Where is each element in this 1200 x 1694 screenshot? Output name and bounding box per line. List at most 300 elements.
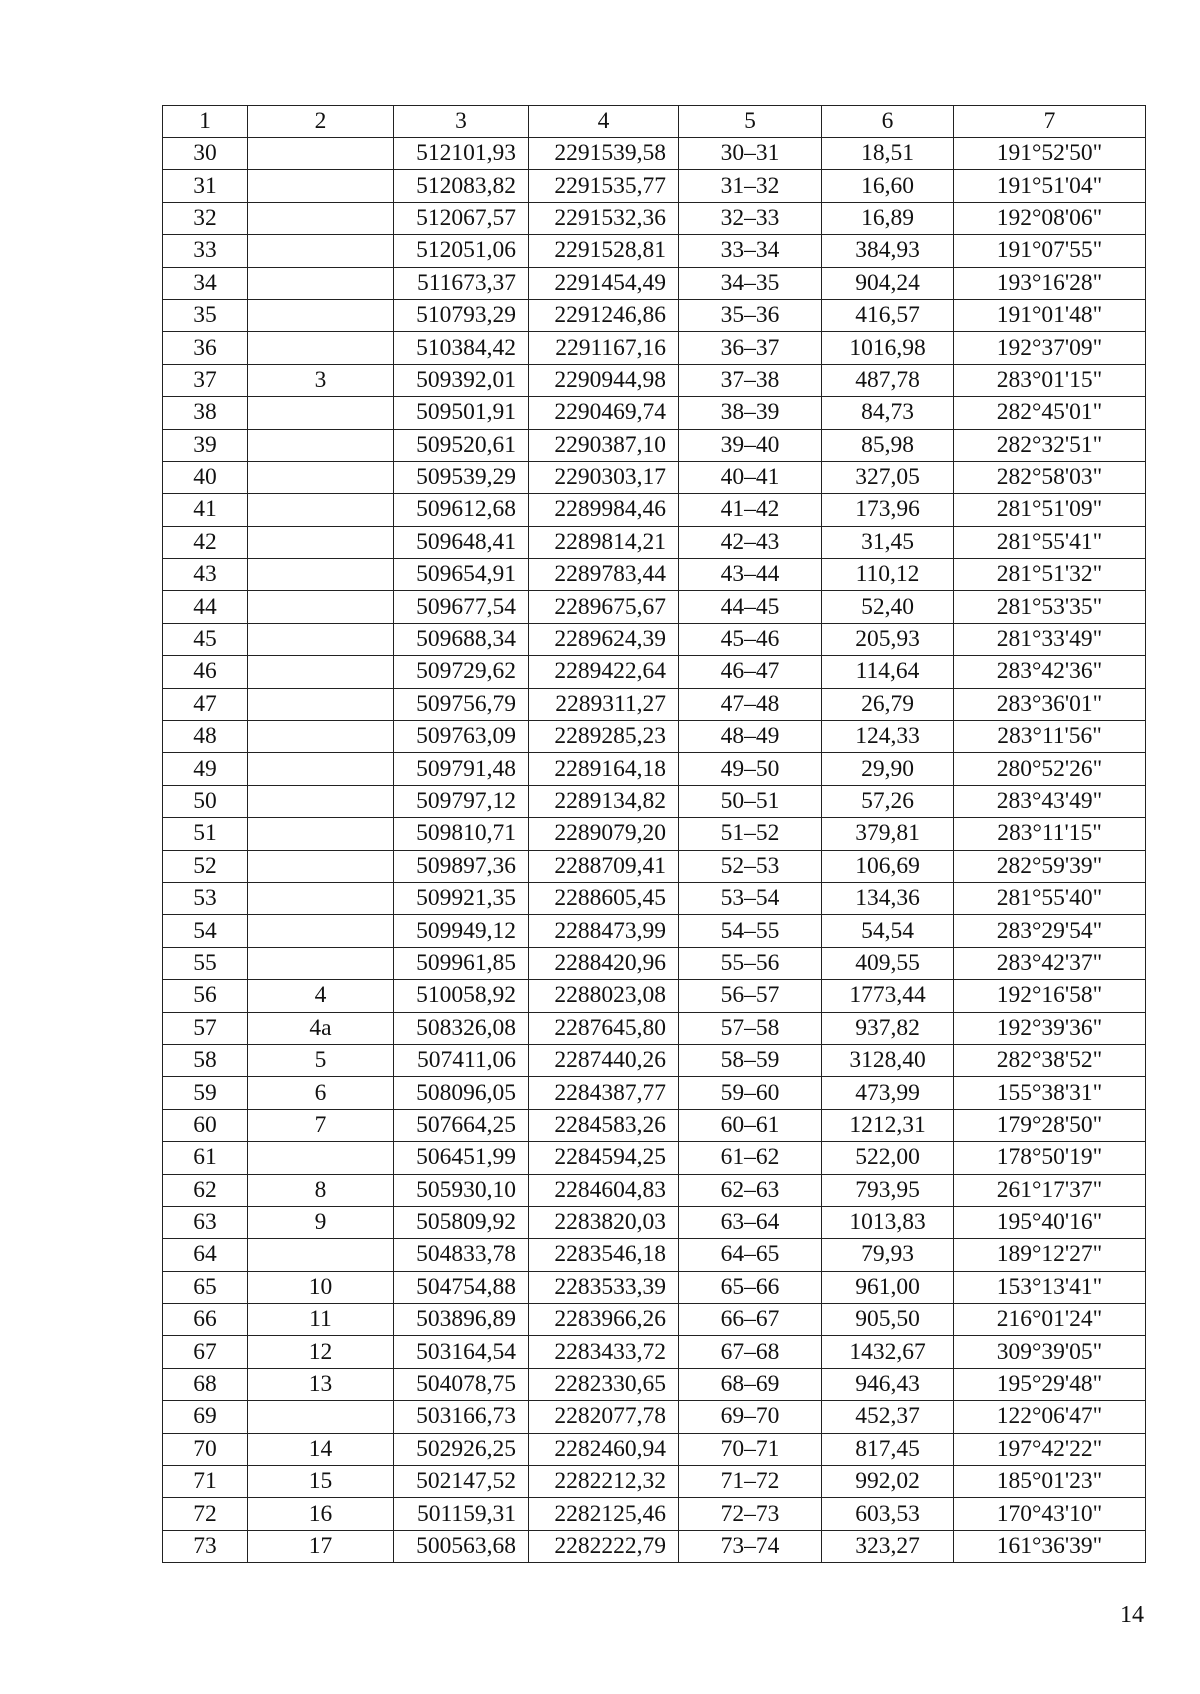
segment-cell: 67–68 — [679, 1336, 822, 1368]
x-coordinate-cell: 509897,36 — [394, 850, 529, 882]
segment-cell: 71–72 — [679, 1466, 822, 1498]
x-coordinate-cell: 509810,71 — [394, 818, 529, 850]
reference-number-cell — [248, 202, 394, 234]
y-coordinate-cell: 2288023,08 — [529, 980, 679, 1012]
point-number-cell: 40 — [163, 461, 248, 493]
direction-angle-cell: 189°12'27" — [954, 1239, 1146, 1271]
reference-number-cell: 4a — [248, 1012, 394, 1044]
x-coordinate-cell: 509654,91 — [394, 559, 529, 591]
y-coordinate-cell: 2283966,26 — [529, 1304, 679, 1336]
x-coordinate-cell: 509791,48 — [394, 753, 529, 785]
segment-cell: 73–74 — [679, 1530, 822, 1562]
direction-angle-cell: 216°01'24" — [954, 1304, 1146, 1336]
direction-angle-cell: 195°29'48" — [954, 1368, 1146, 1400]
x-coordinate-cell: 501159,31 — [394, 1498, 529, 1530]
x-coordinate-cell: 510058,92 — [394, 980, 529, 1012]
y-coordinate-cell: 2289285,23 — [529, 721, 679, 753]
x-coordinate-cell: 509797,12 — [394, 785, 529, 817]
length-cell: 817,45 — [822, 1433, 954, 1465]
point-number-cell: 59 — [163, 1077, 248, 1109]
x-coordinate-cell: 503896,89 — [394, 1304, 529, 1336]
segment-cell: 62–63 — [679, 1174, 822, 1206]
y-coordinate-cell: 2291528,81 — [529, 235, 679, 267]
segment-cell: 66–67 — [679, 1304, 822, 1336]
point-number-cell: 34 — [163, 267, 248, 299]
table-row — [163, 850, 1146, 882]
reference-number-cell: 10 — [248, 1271, 394, 1303]
length-cell: 452,37 — [822, 1401, 954, 1433]
point-number-cell: 42 — [163, 526, 248, 558]
y-coordinate-cell: 2289675,67 — [529, 591, 679, 623]
reference-number-cell: 12 — [248, 1336, 394, 1368]
table-row — [163, 1304, 1146, 1336]
reference-number-cell: 17 — [248, 1530, 394, 1562]
x-coordinate-cell: 512051,06 — [394, 235, 529, 267]
y-coordinate-cell: 2288605,45 — [529, 882, 679, 914]
segment-cell: 37–38 — [679, 364, 822, 396]
segment-cell: 46–47 — [679, 656, 822, 688]
point-number-cell: 58 — [163, 1044, 248, 1076]
x-coordinate-cell: 507664,25 — [394, 1109, 529, 1141]
x-coordinate-cell: 509539,29 — [394, 461, 529, 493]
length-cell: 18,51 — [822, 138, 954, 170]
reference-number-cell — [248, 299, 394, 331]
direction-angle-cell: 283°29'54" — [954, 915, 1146, 947]
y-coordinate-cell: 2287645,80 — [529, 1012, 679, 1044]
reference-number-cell — [248, 947, 394, 979]
direction-angle-cell: 281°51'32" — [954, 559, 1146, 591]
direction-angle-cell: 122°06'47" — [954, 1401, 1146, 1433]
point-number-cell: 65 — [163, 1271, 248, 1303]
y-coordinate-cell: 2283533,39 — [529, 1271, 679, 1303]
table-row — [163, 1368, 1146, 1400]
point-number-cell: 47 — [163, 688, 248, 720]
x-coordinate-cell: 509501,91 — [394, 397, 529, 429]
x-coordinate-cell: 503164,54 — [394, 1336, 529, 1368]
point-number-cell: 70 — [163, 1433, 248, 1465]
reference-number-cell: 16 — [248, 1498, 394, 1530]
table-row — [163, 1012, 1146, 1044]
reference-number-cell: 8 — [248, 1174, 394, 1206]
table-header-row — [163, 106, 1146, 138]
reference-number-cell — [248, 785, 394, 817]
length-cell: 29,90 — [822, 753, 954, 785]
table-row — [163, 1401, 1146, 1433]
length-cell: 384,93 — [822, 235, 954, 267]
reference-number-cell — [248, 915, 394, 947]
table-row — [163, 429, 1146, 461]
y-coordinate-cell: 2282460,94 — [529, 1433, 679, 1465]
segment-cell: 33–34 — [679, 235, 822, 267]
reference-number-cell — [248, 170, 394, 202]
direction-angle-cell: 193°16'28" — [954, 267, 1146, 299]
point-number-cell: 49 — [163, 753, 248, 785]
length-cell: 134,36 — [822, 882, 954, 914]
direction-angle-cell: 153°13'41" — [954, 1271, 1146, 1303]
point-number-cell: 37 — [163, 364, 248, 396]
point-number-cell: 30 — [163, 138, 248, 170]
segment-cell: 32–33 — [679, 202, 822, 234]
length-cell: 793,95 — [822, 1174, 954, 1206]
reference-number-cell — [248, 138, 394, 170]
reference-number-cell — [248, 688, 394, 720]
point-number-cell: 51 — [163, 818, 248, 850]
length-cell: 1013,83 — [822, 1206, 954, 1238]
x-coordinate-cell: 510384,42 — [394, 332, 529, 364]
y-coordinate-cell: 2288473,99 — [529, 915, 679, 947]
y-coordinate-cell: 2289422,64 — [529, 656, 679, 688]
point-number-cell: 36 — [163, 332, 248, 364]
direction-angle-cell: 309°39'05" — [954, 1336, 1146, 1368]
x-coordinate-cell: 509763,09 — [394, 721, 529, 753]
reference-number-cell — [248, 461, 394, 493]
y-coordinate-cell: 2290303,17 — [529, 461, 679, 493]
y-coordinate-cell: 2290387,10 — [529, 429, 679, 461]
table-row — [163, 494, 1146, 526]
table-row — [163, 299, 1146, 331]
x-coordinate-cell: 505930,10 — [394, 1174, 529, 1206]
segment-cell: 49–50 — [679, 753, 822, 785]
direction-angle-cell: 192°37'09" — [954, 332, 1146, 364]
x-coordinate-cell: 500563,68 — [394, 1530, 529, 1562]
reference-number-cell — [248, 1239, 394, 1271]
direction-angle-cell: 282°45'01" — [954, 397, 1146, 429]
length-cell: 79,93 — [822, 1239, 954, 1271]
point-number-cell: 73 — [163, 1530, 248, 1562]
reference-number-cell: 3 — [248, 364, 394, 396]
point-number-cell: 55 — [163, 947, 248, 979]
length-cell: 487,78 — [822, 364, 954, 396]
segment-cell: 43–44 — [679, 559, 822, 591]
segment-cell: 59–60 — [679, 1077, 822, 1109]
direction-angle-cell: 283°36'01" — [954, 688, 1146, 720]
table-row — [163, 1433, 1146, 1465]
column-header: 4 — [529, 106, 679, 138]
y-coordinate-cell: 2291246,86 — [529, 299, 679, 331]
direction-angle-cell: 261°17'37" — [954, 1174, 1146, 1206]
direction-angle-cell: 191°51'04" — [954, 170, 1146, 202]
length-cell: 961,00 — [822, 1271, 954, 1303]
table-row — [163, 202, 1146, 234]
y-coordinate-cell: 2291539,58 — [529, 138, 679, 170]
point-number-cell: 61 — [163, 1142, 248, 1174]
segment-cell: 54–55 — [679, 915, 822, 947]
length-cell: 124,33 — [822, 721, 954, 753]
length-cell: 522,00 — [822, 1142, 954, 1174]
length-cell: 16,89 — [822, 202, 954, 234]
x-coordinate-cell: 509756,79 — [394, 688, 529, 720]
point-number-cell: 69 — [163, 1401, 248, 1433]
segment-cell: 44–45 — [679, 591, 822, 623]
segment-cell: 47–48 — [679, 688, 822, 720]
reference-number-cell — [248, 429, 394, 461]
length-cell: 52,40 — [822, 591, 954, 623]
direction-angle-cell: 161°36'39" — [954, 1530, 1146, 1562]
x-coordinate-cell: 509729,62 — [394, 656, 529, 688]
direction-angle-cell: 280°52'26" — [954, 753, 1146, 785]
segment-cell: 31–32 — [679, 170, 822, 202]
segment-cell: 57–58 — [679, 1012, 822, 1044]
segment-cell: 42–43 — [679, 526, 822, 558]
x-coordinate-cell: 509648,41 — [394, 526, 529, 558]
segment-cell: 39–40 — [679, 429, 822, 461]
table-row — [163, 1174, 1146, 1206]
x-coordinate-cell: 503166,73 — [394, 1401, 529, 1433]
direction-angle-cell: 192°16'58" — [954, 980, 1146, 1012]
segment-cell: 48–49 — [679, 721, 822, 753]
segment-cell: 65–66 — [679, 1271, 822, 1303]
column-header: 5 — [679, 106, 822, 138]
reference-number-cell — [248, 494, 394, 526]
direction-angle-cell: 283°42'36" — [954, 656, 1146, 688]
point-number-cell: 54 — [163, 915, 248, 947]
table-row — [163, 785, 1146, 817]
segment-cell: 72–73 — [679, 1498, 822, 1530]
table-row — [163, 235, 1146, 267]
column-header: 7 — [954, 106, 1146, 138]
reference-number-cell: 14 — [248, 1433, 394, 1465]
segment-cell: 63–64 — [679, 1206, 822, 1238]
length-cell: 992,02 — [822, 1466, 954, 1498]
length-cell: 1773,44 — [822, 980, 954, 1012]
direction-angle-cell: 191°07'55" — [954, 235, 1146, 267]
y-coordinate-cell: 2291532,36 — [529, 202, 679, 234]
y-coordinate-cell: 2289311,27 — [529, 688, 679, 720]
reference-number-cell — [248, 656, 394, 688]
segment-cell: 56–57 — [679, 980, 822, 1012]
direction-angle-cell: 192°08'06" — [954, 202, 1146, 234]
x-coordinate-cell: 508096,05 — [394, 1077, 529, 1109]
reference-number-cell — [248, 559, 394, 591]
length-cell: 26,79 — [822, 688, 954, 720]
y-coordinate-cell: 2289814,21 — [529, 526, 679, 558]
length-cell: 1016,98 — [822, 332, 954, 364]
direction-angle-cell: 282°58'03" — [954, 461, 1146, 493]
reference-number-cell — [248, 721, 394, 753]
segment-cell: 69–70 — [679, 1401, 822, 1433]
segment-cell: 50–51 — [679, 785, 822, 817]
direction-angle-cell: 192°39'36" — [954, 1012, 1146, 1044]
y-coordinate-cell: 2282222,79 — [529, 1530, 679, 1562]
point-number-cell: 31 — [163, 170, 248, 202]
length-cell: 1432,67 — [822, 1336, 954, 1368]
point-number-cell: 60 — [163, 1109, 248, 1141]
reference-number-cell — [248, 818, 394, 850]
segment-cell: 35–36 — [679, 299, 822, 331]
reference-number-cell: 4 — [248, 980, 394, 1012]
direction-angle-cell: 283°42'37" — [954, 947, 1146, 979]
length-cell: 173,96 — [822, 494, 954, 526]
table-row — [163, 1239, 1146, 1271]
table-body — [163, 138, 1146, 1563]
point-number-cell: 41 — [163, 494, 248, 526]
table-row — [163, 1206, 1146, 1238]
table-row — [163, 170, 1146, 202]
y-coordinate-cell: 2289984,46 — [529, 494, 679, 526]
reference-number-cell — [248, 235, 394, 267]
length-cell: 54,54 — [822, 915, 954, 947]
length-cell: 84,73 — [822, 397, 954, 429]
point-number-cell: 62 — [163, 1174, 248, 1206]
table-row — [163, 656, 1146, 688]
table-row — [163, 461, 1146, 493]
reference-number-cell: 15 — [248, 1466, 394, 1498]
y-coordinate-cell: 2284604,83 — [529, 1174, 679, 1206]
table-row — [163, 1498, 1146, 1530]
table-row — [163, 947, 1146, 979]
x-coordinate-cell: 504078,75 — [394, 1368, 529, 1400]
y-coordinate-cell: 2288709,41 — [529, 850, 679, 882]
point-number-cell: 39 — [163, 429, 248, 461]
reference-number-cell — [248, 591, 394, 623]
table-row — [163, 526, 1146, 558]
point-number-cell: 50 — [163, 785, 248, 817]
length-cell: 905,50 — [822, 1304, 954, 1336]
x-coordinate-cell: 509949,12 — [394, 915, 529, 947]
segment-cell: 52–53 — [679, 850, 822, 882]
x-coordinate-cell: 509520,61 — [394, 429, 529, 461]
length-cell: 327,05 — [822, 461, 954, 493]
point-number-cell: 68 — [163, 1368, 248, 1400]
table-row — [163, 1466, 1146, 1498]
point-number-cell: 53 — [163, 882, 248, 914]
x-coordinate-cell: 508326,08 — [394, 1012, 529, 1044]
table-row — [163, 1336, 1146, 1368]
segment-cell: 60–61 — [679, 1109, 822, 1141]
direction-angle-cell: 281°55'40" — [954, 882, 1146, 914]
page-number: 14 — [1120, 1602, 1144, 1628]
segment-cell: 70–71 — [679, 1433, 822, 1465]
table-row — [163, 559, 1146, 591]
table-row — [163, 1271, 1146, 1303]
y-coordinate-cell: 2283433,72 — [529, 1336, 679, 1368]
y-coordinate-cell: 2284594,25 — [529, 1142, 679, 1174]
reference-number-cell — [248, 623, 394, 655]
segment-cell: 30–31 — [679, 138, 822, 170]
direction-angle-cell: 179°28'50" — [954, 1109, 1146, 1141]
length-cell: 409,55 — [822, 947, 954, 979]
x-coordinate-cell: 509688,34 — [394, 623, 529, 655]
table-row — [163, 1077, 1146, 1109]
x-coordinate-cell: 511673,37 — [394, 267, 529, 299]
y-coordinate-cell: 2282077,78 — [529, 1401, 679, 1433]
x-coordinate-cell: 510793,29 — [394, 299, 529, 331]
direction-angle-cell: 281°51'09" — [954, 494, 1146, 526]
reference-number-cell — [248, 526, 394, 558]
y-coordinate-cell: 2287440,26 — [529, 1044, 679, 1076]
direction-angle-cell: 155°38'31" — [954, 1077, 1146, 1109]
segment-cell: 40–41 — [679, 461, 822, 493]
table-row — [163, 1044, 1146, 1076]
x-coordinate-cell: 512101,93 — [394, 138, 529, 170]
length-cell: 416,57 — [822, 299, 954, 331]
x-coordinate-cell: 502147,52 — [394, 1466, 529, 1498]
x-coordinate-cell: 504754,88 — [394, 1271, 529, 1303]
direction-angle-cell: 197°42'22" — [954, 1433, 1146, 1465]
point-number-cell: 52 — [163, 850, 248, 882]
x-coordinate-cell: 504833,78 — [394, 1239, 529, 1271]
length-cell: 110,12 — [822, 559, 954, 591]
table-row — [163, 623, 1146, 655]
length-cell: 16,60 — [822, 170, 954, 202]
y-coordinate-cell: 2289079,20 — [529, 818, 679, 850]
reference-number-cell — [248, 850, 394, 882]
direction-angle-cell: 281°33'49" — [954, 623, 1146, 655]
point-number-cell: 63 — [163, 1206, 248, 1238]
length-cell: 106,69 — [822, 850, 954, 882]
table-row — [163, 267, 1146, 299]
coordinates-table — [162, 105, 1146, 1563]
reference-number-cell: 7 — [248, 1109, 394, 1141]
x-coordinate-cell: 509921,35 — [394, 882, 529, 914]
point-number-cell: 64 — [163, 1239, 248, 1271]
length-cell: 85,98 — [822, 429, 954, 461]
x-coordinate-cell: 512083,82 — [394, 170, 529, 202]
y-coordinate-cell: 2289624,39 — [529, 623, 679, 655]
table-row — [163, 1142, 1146, 1174]
table-row — [163, 1109, 1146, 1141]
point-number-cell: 72 — [163, 1498, 248, 1530]
length-cell: 205,93 — [822, 623, 954, 655]
length-cell: 904,24 — [822, 267, 954, 299]
point-number-cell: 71 — [163, 1466, 248, 1498]
length-cell: 57,26 — [822, 785, 954, 817]
direction-angle-cell: 185°01'23" — [954, 1466, 1146, 1498]
reference-number-cell: 5 — [248, 1044, 394, 1076]
table-row — [163, 397, 1146, 429]
x-coordinate-cell: 509961,85 — [394, 947, 529, 979]
table-row — [163, 915, 1146, 947]
point-number-cell: 45 — [163, 623, 248, 655]
y-coordinate-cell: 2290944,98 — [529, 364, 679, 396]
direction-angle-cell: 283°11'56" — [954, 721, 1146, 753]
length-cell: 379,81 — [822, 818, 954, 850]
direction-angle-cell: 282°38'52" — [954, 1044, 1146, 1076]
length-cell: 3128,40 — [822, 1044, 954, 1076]
x-coordinate-cell: 509392,01 — [394, 364, 529, 396]
table-row — [163, 753, 1146, 785]
segment-cell: 64–65 — [679, 1239, 822, 1271]
y-coordinate-cell: 2283546,18 — [529, 1239, 679, 1271]
direction-angle-cell: 170°43'10" — [954, 1498, 1146, 1530]
segment-cell: 36–37 — [679, 332, 822, 364]
y-coordinate-cell: 2282125,46 — [529, 1498, 679, 1530]
y-coordinate-cell: 2288420,96 — [529, 947, 679, 979]
length-cell: 114,64 — [822, 656, 954, 688]
column-header: 6 — [822, 106, 954, 138]
direction-angle-cell: 281°53'35" — [954, 591, 1146, 623]
reference-number-cell — [248, 753, 394, 785]
length-cell: 323,27 — [822, 1530, 954, 1562]
direction-angle-cell: 283°11'15" — [954, 818, 1146, 850]
table-row — [163, 591, 1146, 623]
y-coordinate-cell: 2289164,18 — [529, 753, 679, 785]
length-cell: 473,99 — [822, 1077, 954, 1109]
length-cell: 937,82 — [822, 1012, 954, 1044]
y-coordinate-cell: 2291535,77 — [529, 170, 679, 202]
point-number-cell: 66 — [163, 1304, 248, 1336]
point-number-cell: 32 — [163, 202, 248, 234]
column-header: 3 — [394, 106, 529, 138]
reference-number-cell — [248, 332, 394, 364]
point-number-cell: 48 — [163, 721, 248, 753]
table-row — [163, 364, 1146, 396]
reference-number-cell: 9 — [248, 1206, 394, 1238]
table-row — [163, 980, 1146, 1012]
y-coordinate-cell: 2282212,32 — [529, 1466, 679, 1498]
segment-cell: 58–59 — [679, 1044, 822, 1076]
direction-angle-cell: 281°55'41" — [954, 526, 1146, 558]
